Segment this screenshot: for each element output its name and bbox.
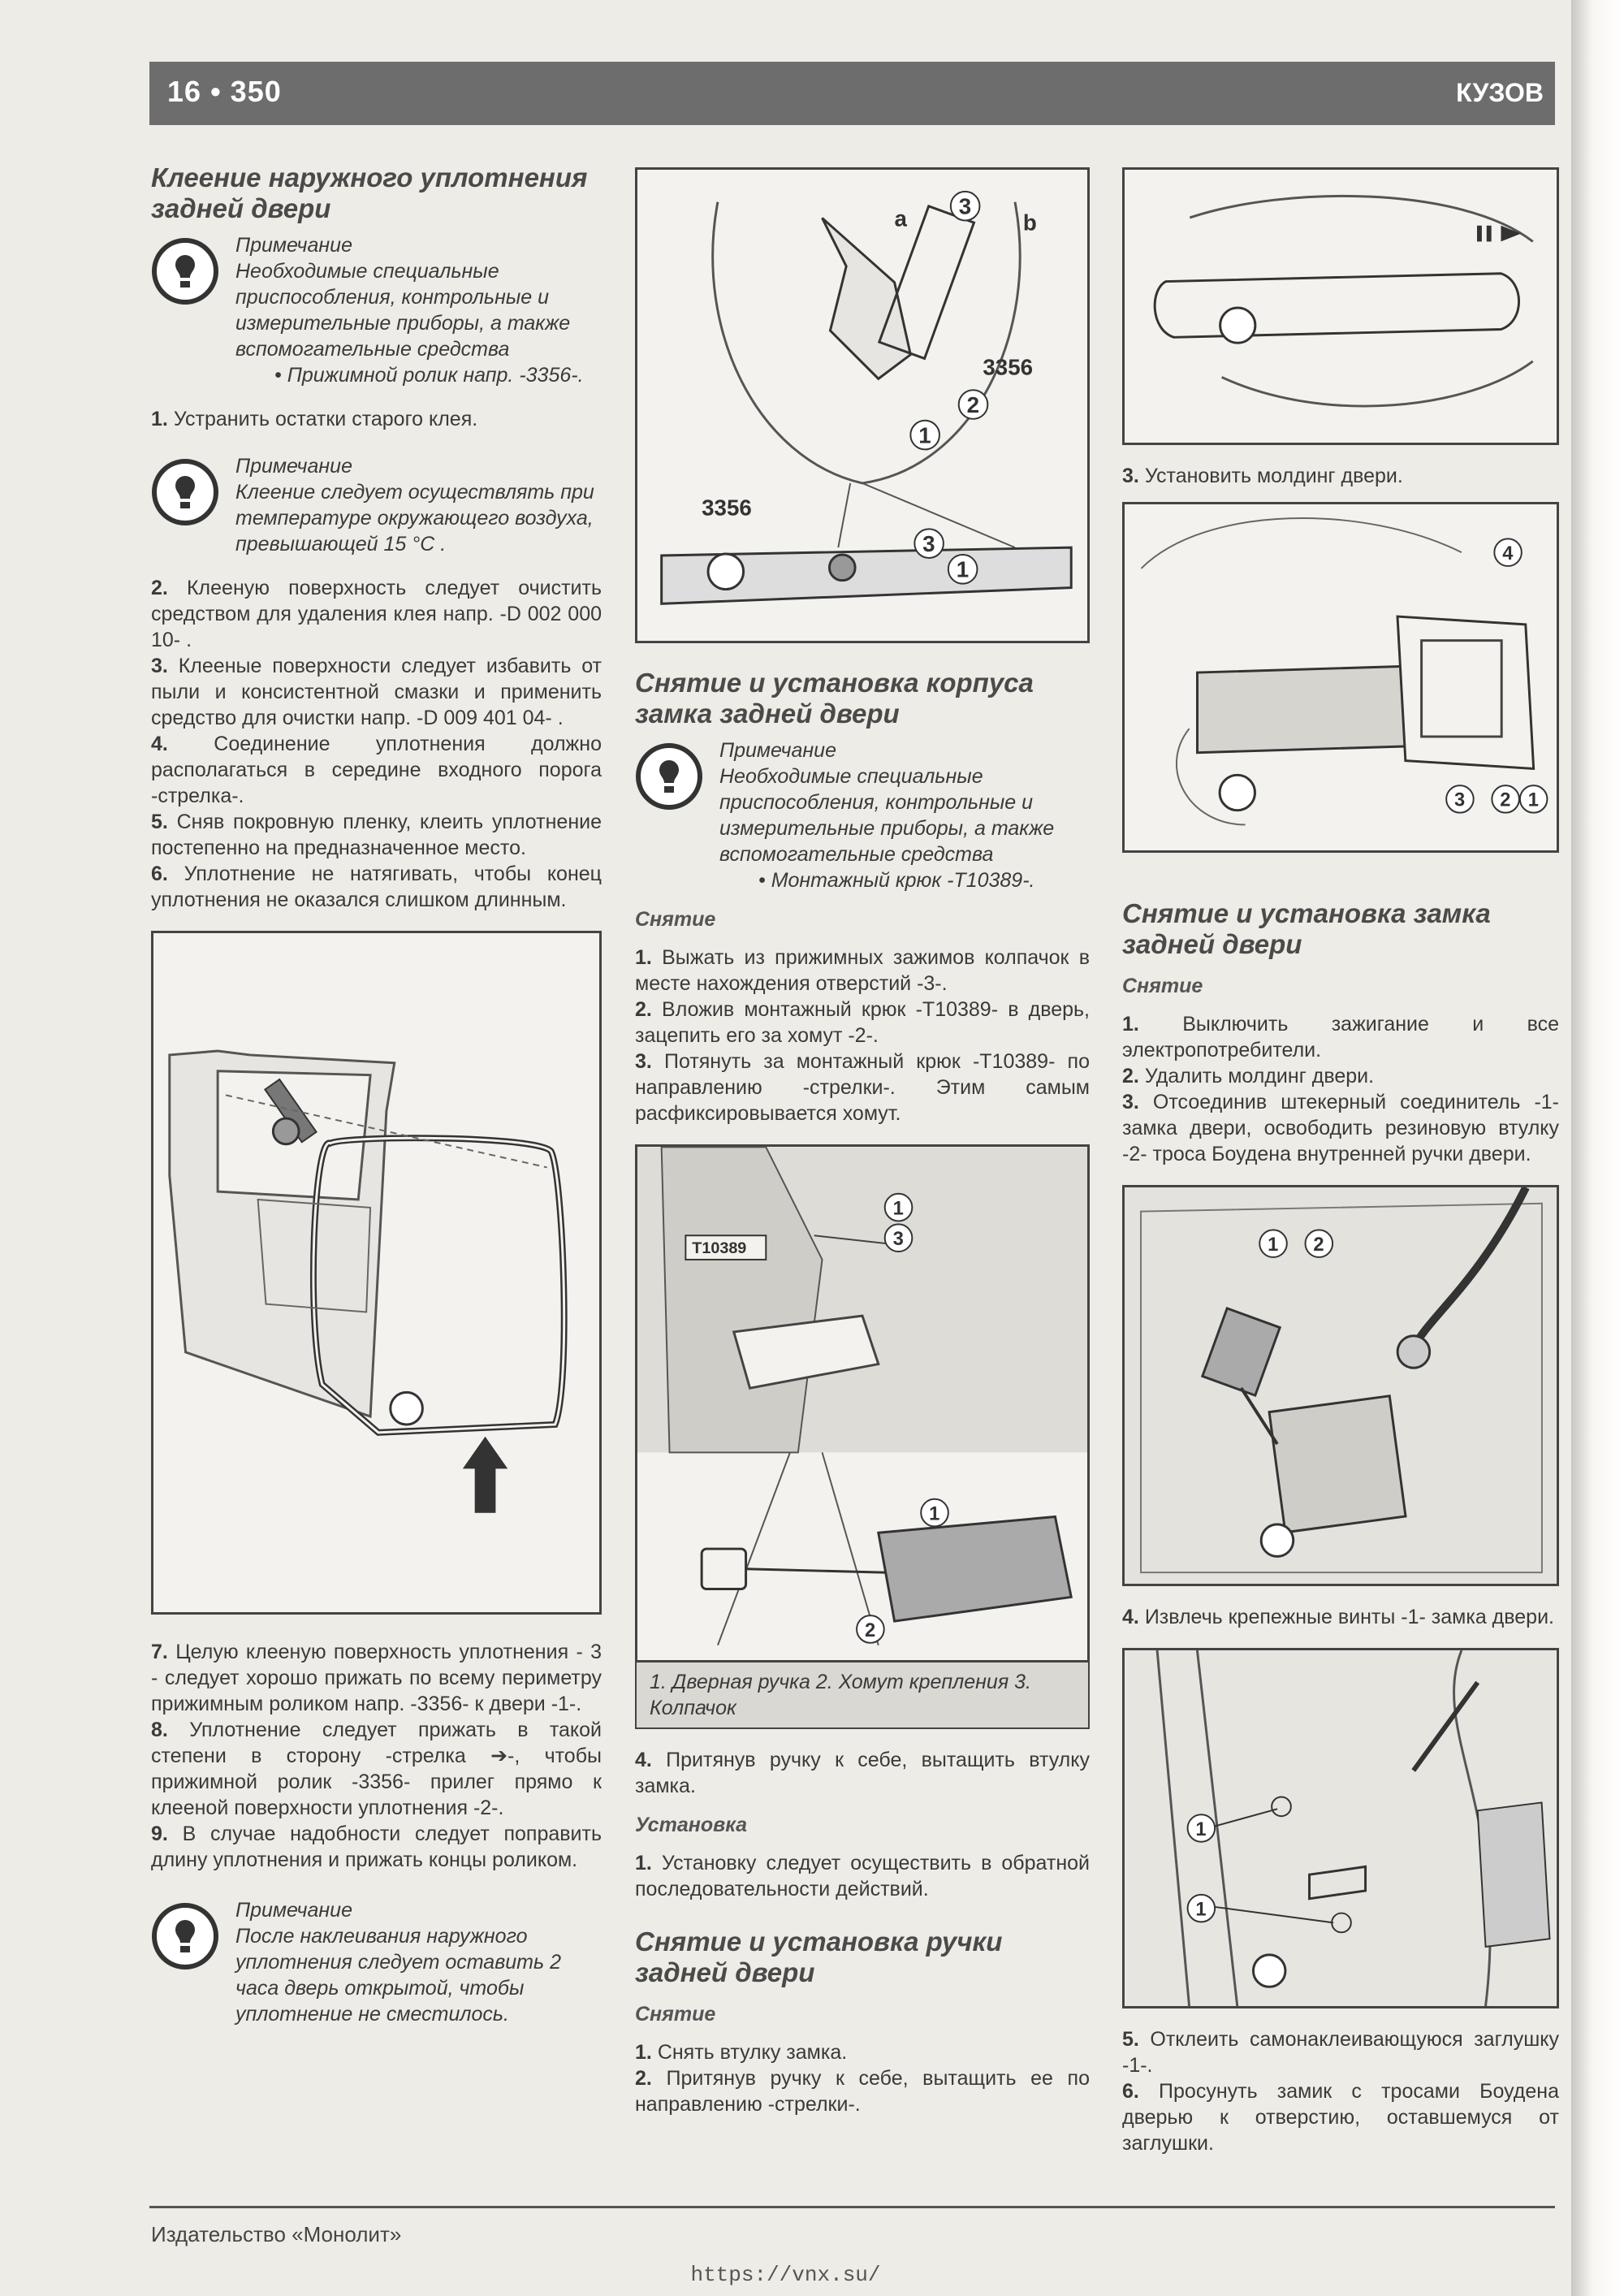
figure-caption: 1. Дверная ручка 2. Хомут крепления 3. Колпачок xyxy=(635,1663,1090,1729)
figure-door-seal xyxy=(151,931,602,1615)
step: 8. Уплотнение следует прижать в такой степени в сторону -стрелка ➔-, чтобы прижимной ролик -3356- прилег прямо к клееной поверхности уплотнения -2-. xyxy=(151,1719,602,1819)
figure-connector xyxy=(1122,1185,1559,1586)
step: 6. Уплотнение не натягивать, чтобы конец уплотнения не оказался слишком длинным. xyxy=(151,863,602,911)
figure-door-handle xyxy=(1122,167,1559,445)
step: 2. Удалить молдинг двери. xyxy=(1122,1065,1375,1087)
figure-label: 1 xyxy=(1527,789,1539,811)
step: 1. Снять втулку замка. xyxy=(635,2041,848,2064)
figure-label: b xyxy=(1022,210,1037,236)
subheading: Снятие xyxy=(635,908,716,931)
footer-rule xyxy=(149,2206,1555,2208)
figure-label: 2 xyxy=(1500,789,1511,811)
figure-label: 1 xyxy=(918,422,931,448)
step: 1. Устранить остатки старого клея. xyxy=(151,408,478,430)
figure-label: 1 xyxy=(892,1198,904,1220)
note-bullet: • Монтажный крюк -T10389-. xyxy=(758,869,1035,892)
step: 2. Вложив монтажный крюк -T10389- в дверь, зацепить его за хомут -2-. xyxy=(635,998,1091,1047)
lock-screws-illustration xyxy=(1125,1650,1557,2006)
connector-illustration xyxy=(1125,1187,1557,1584)
step: 3. Отсоединив штекерный соединитель -1- замка двери, освободить резиновую втулку -2- троса Боудена внутренней ручки двери. xyxy=(1122,1091,1560,1165)
figure-label: 3 xyxy=(892,1229,904,1251)
note-title: Примечание xyxy=(235,455,352,478)
figure-label: T10389 xyxy=(692,1239,747,1258)
figure-label: 1 xyxy=(1195,1899,1207,1921)
figure-label: 3 xyxy=(958,193,972,219)
column-3 xyxy=(1122,162,1559,2156)
figure-label: 3356 xyxy=(702,495,752,521)
step: 5. Отклеить самонаклеивающуюся заглушку -1-. xyxy=(1122,2028,1559,2077)
note-bullet: • Прижимной ролик напр. -3356-. xyxy=(274,364,584,387)
figure-label: 1 xyxy=(956,556,970,582)
note-block xyxy=(635,737,1090,893)
step: 4. Соединение уплотнения должно располагаться в середине входного порога -стрелка-. xyxy=(151,733,602,807)
subheading: Снятие xyxy=(635,2003,716,2026)
note-text: Необходимые специальные приспособления, контрольные и измерительные приборы, а также вспомогательные средства xyxy=(719,765,1055,866)
molding-illustration xyxy=(1125,504,1557,850)
column-2 xyxy=(635,162,1090,2117)
source-url[interactable]: https://vnx.su/ xyxy=(690,2263,881,2287)
step: 1. Выключить зажигание и все электропотребители. xyxy=(1122,1013,1560,1062)
subheading: Снятие xyxy=(1122,975,1203,997)
section-heading: Снятие и установка замка задней двери xyxy=(1122,898,1491,959)
figure-label: 2 xyxy=(1313,1234,1324,1256)
note-text: Клеение следует осуществлять при температуре окружающего воздуха, превышающей 15 °С . xyxy=(235,481,594,556)
lightbulb-icon xyxy=(151,237,219,305)
step: 3. Клееные поверхности следует избавить от пыли и консистентной смазки и применить средство для очистки напр. -D 009 401 04- . xyxy=(151,655,603,729)
figure-label: 3 xyxy=(1454,789,1466,811)
step: 2. Клееную поверхность следует очистить средством для удаления клея напр. -D 002 000 10- . xyxy=(151,577,603,651)
note-block xyxy=(151,453,602,557)
section-heading: Снятие и установка корпуса замка задней двери xyxy=(635,668,1034,729)
figure-hook-tool xyxy=(635,1144,1090,1663)
figure-label: 1 xyxy=(1195,1818,1207,1840)
note-block xyxy=(151,232,602,388)
section-heading: Снятие и установка ручки задней двери xyxy=(635,1926,1003,1987)
figure-label: 2 xyxy=(864,1619,876,1641)
page-number-text: • 350 xyxy=(210,75,282,108)
lightbulb-icon xyxy=(151,458,219,526)
figure-label: 4 xyxy=(1502,543,1514,565)
note-text: Необходимые специальные приспособления, контрольные и измерительные приборы, а также вспомогательные средства xyxy=(235,260,571,361)
figure-label: 1 xyxy=(929,1503,940,1525)
section-title: КУЗОВ xyxy=(1456,78,1544,107)
note-title: Примечание xyxy=(235,234,352,257)
lightbulb-icon xyxy=(151,1902,219,1970)
step: 4. Извлечь крепежные винты -1- замка двери. xyxy=(1122,1606,1554,1628)
figure-label: 2 xyxy=(966,391,980,417)
subheading: Установка xyxy=(635,1814,748,1836)
figure-roller-detail xyxy=(635,167,1090,643)
section-heading: Клеение наружного уплотнения задней двери xyxy=(151,162,588,223)
step: 4. Притянув ручку к себе, вытащить втулку замка. xyxy=(635,1749,1090,1797)
page-number xyxy=(167,75,282,109)
publisher-footer: Издательство «Монолит» xyxy=(151,2222,402,2246)
step: 9. В случае надобности следует поправить длину уплотнения и прижать концы роликом. xyxy=(151,1823,602,1871)
figure-label: 3 xyxy=(922,531,935,557)
door-seal-illustration xyxy=(153,933,599,1612)
step: 1. Выжать из прижимных зажимов колпачок в месте нахождения отверстий -3-. xyxy=(635,946,1090,995)
figure-label: a xyxy=(894,205,907,231)
lightbulb-icon xyxy=(635,742,703,811)
page-header xyxy=(149,62,1555,125)
note-title: Примечание xyxy=(235,1899,352,1922)
hook-tool-illustration xyxy=(637,1147,1087,1660)
step: 1. Установку следует осуществить в обратной последовательности действий. xyxy=(635,1852,1090,1900)
figure-label: 1 xyxy=(1268,1234,1279,1256)
door-handle-illustration xyxy=(1125,170,1557,443)
figure-molding xyxy=(1122,502,1559,853)
step: 2. Притянув ручку к себе, вытащить ее по направлению -стрелки-. xyxy=(635,2067,1090,2116)
note-title: Примечание xyxy=(719,739,836,762)
step: 3. Установить молдинг двери. xyxy=(1122,465,1403,487)
figure-lock-screws xyxy=(1122,1648,1559,2008)
column-1 xyxy=(151,162,602,2042)
note-block xyxy=(151,1897,602,2027)
step: 7. Целую клееную поверхность уплотнения - 3 - следует хорошо прижать по всему периметру прижимным роликом напр. -3356- к двери -1-. xyxy=(151,1641,602,1715)
chapter-badge: 16 xyxy=(167,75,202,108)
roller-detail-illustration xyxy=(637,170,1087,641)
step: 6. Просунуть замик с тросами Боудена дверью к отверстию, оставшемуся от заглушки. xyxy=(1122,2080,1559,2155)
figure-label: 3356 xyxy=(983,354,1034,380)
step: 3. Потянуть за монтажный крюк -T10389- по направлению -стрелки-. Этим самым расфиксировывается хомут. xyxy=(635,1050,1090,1125)
page-edge xyxy=(1571,0,1624,2296)
step: 5. Сняв покровную пленку, клеить уплотнение постепенно на предназначенное место. xyxy=(151,811,602,859)
note-text: После наклеивания наружного уплотнения следует оставить 2 часа дверь открытой, чтобы уплотнение не сместилось. xyxy=(235,1925,561,2026)
